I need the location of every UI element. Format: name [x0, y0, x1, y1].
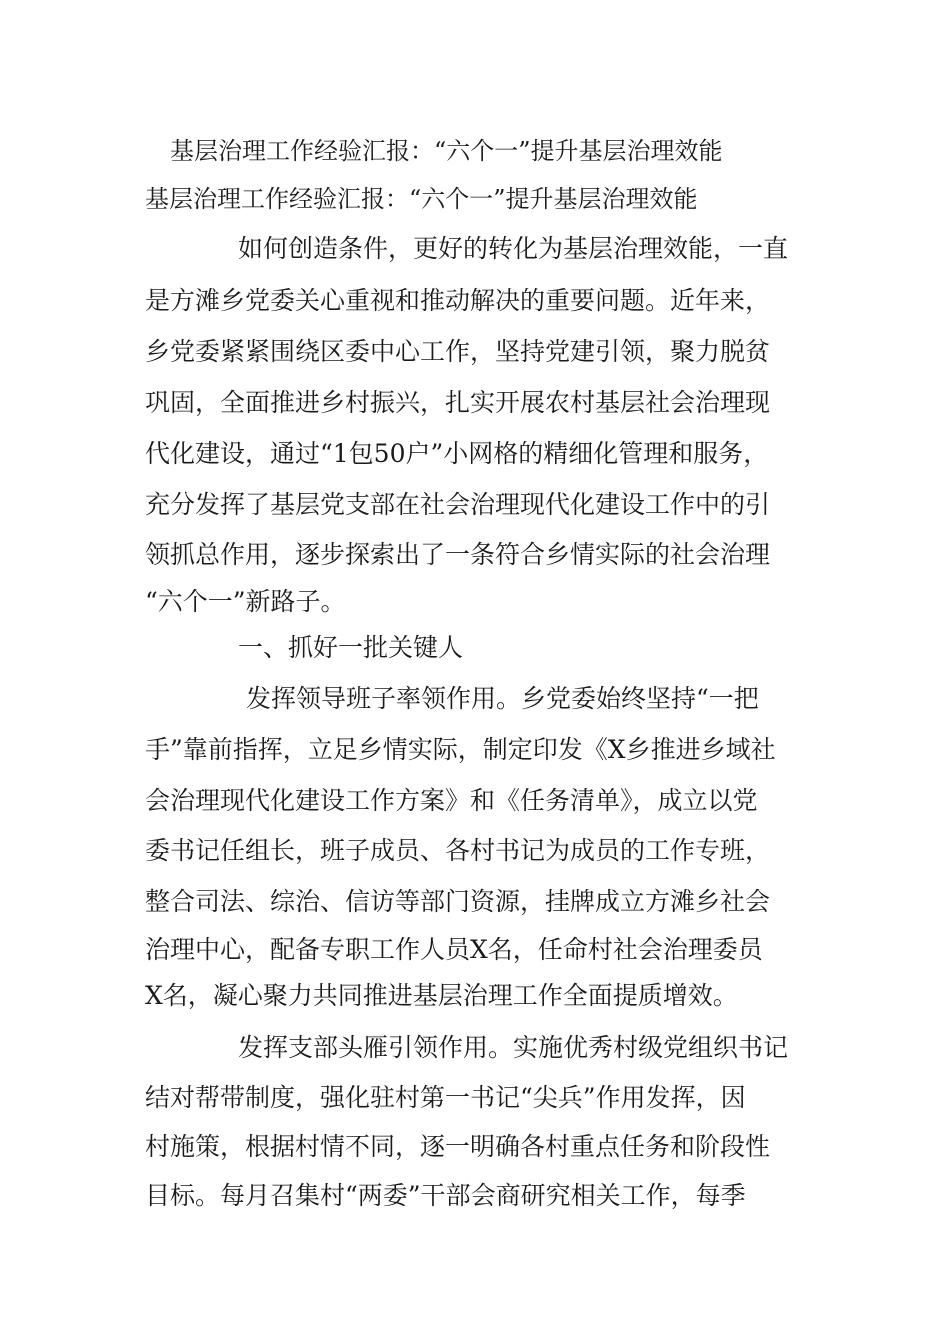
paragraph-line: 手”靠前指挥，立足乡情实际，制定印发《X乡推进乡域社	[145, 735, 776, 764]
paragraph-line: 目标。每月召集村“两委”干部会商研究相关工作，每季	[145, 1181, 746, 1210]
document-title: 基层治理工作经验汇报：“六个一”提升基层治理效能	[170, 137, 723, 165]
paragraph-line: 发挥领导班子率领作用。乡党委始终坚持“一把	[246, 684, 759, 713]
paragraph-line: 乡党委紧紧围绕区委中心工作，坚持党建引领，聚力脱贫	[145, 337, 771, 366]
paragraph-line: X名，凝心聚力共同推进基层治理工作全面提质增效。	[145, 981, 738, 1010]
paragraph-line: 充分发挥了基层党支部在社会治理现代化建设工作中的引	[145, 490, 771, 519]
paragraph-line: 如何创造条件，更好的转化为基层治理效能，一直	[238, 234, 789, 263]
document-title-repeat: 基层治理工作经验汇报：“六个一”提升基层治理效能	[145, 185, 698, 213]
paragraph-line: 巩固，全面推进乡村振兴，扎实开展农村基层社会治理现	[145, 388, 771, 417]
paragraph-line: 委书记任组长，班子成员、各村书记为成员的工作专班，	[145, 836, 771, 865]
paragraph-line: 领抓总作用，逐步探索出了一条符合乡情实际的社会治理	[145, 540, 771, 569]
paragraph-line: 会治理现代化建设工作方案》和《任务清单》，成立以党	[145, 786, 758, 815]
paragraph-line: 整合司法、综治、信访等部门资源，挂牌成立方滩乡社会	[145, 887, 771, 916]
section-heading: 一、抓好一批关键人	[238, 633, 464, 662]
paragraph-line: 发挥支部头雁引领作用。实施优秀村级党组织书记	[238, 1033, 789, 1062]
paragraph-line: 是方滩乡党委关心重视和推动解决的重要问题。近年来，	[145, 286, 771, 315]
paragraph-line: “六个一”新路子。	[145, 587, 346, 616]
paragraph-line: 村施策，根据村情不同，逐一明确各村重点任务和阶段性	[145, 1132, 771, 1161]
paragraph-line: 治理中心，配备专职工作人员X名，任命村社会治理委员	[145, 935, 763, 964]
paragraph-line: 结对帮带制度，强化驻村第一书记“尖兵”作用发挥，因	[145, 1083, 746, 1112]
paragraph-line: 代化建设，通过“1包50户”小网格的精细化管理和服务，	[145, 439, 769, 468]
